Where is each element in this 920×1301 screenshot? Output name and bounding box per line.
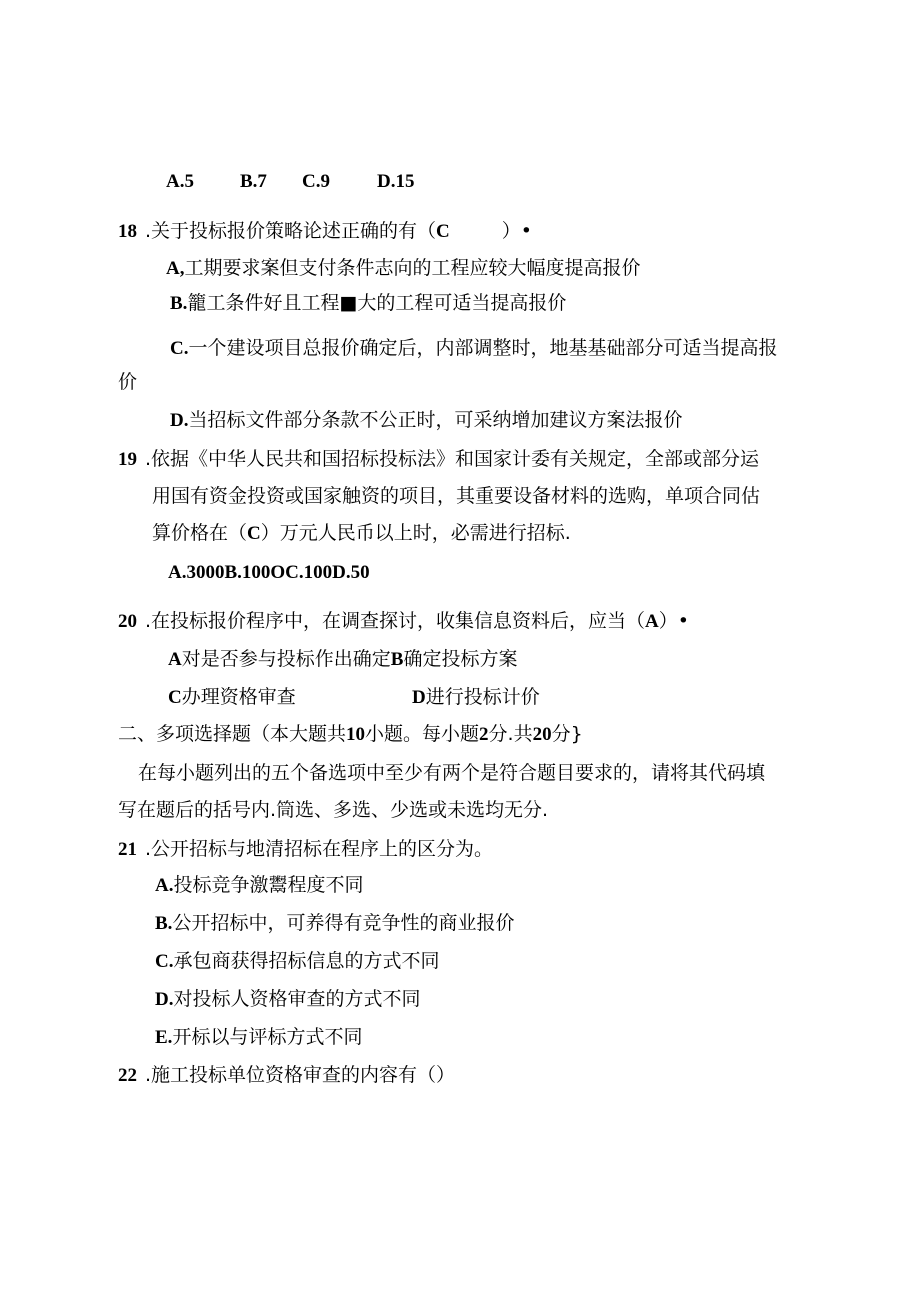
q18-option-d-label: D. <box>170 410 189 431</box>
q20-option-a-label: A <box>168 649 182 670</box>
q18-option-d <box>170 411 683 430</box>
q18-option-c <box>170 339 778 358</box>
q20-option-c-text: 办理资格审查 <box>181 686 296 708</box>
q22-stem-text: .施工投标单位资格审查的内容有（） <box>145 1064 456 1086</box>
q21-option-e <box>155 1028 362 1047</box>
q20-stem-b: ）• <box>658 610 689 632</box>
q20-answer: A <box>645 611 659 632</box>
q20-stem <box>118 612 689 631</box>
q20-option-a-text: 对是否参与投标作出确定 <box>181 648 391 670</box>
q19-line1 <box>118 450 759 469</box>
q18-option-a <box>166 259 641 278</box>
q20-option-c <box>168 688 296 707</box>
q19-line3-c: ）万元人民币以上时，必需进行招标. <box>260 522 571 544</box>
q20-number: 20 <box>118 611 137 632</box>
q19-line3-a: 算价格在（ <box>152 522 248 544</box>
q21-option-e-label: E. <box>155 1027 173 1048</box>
section2-instruction-1: 在每小题列出的五个备选项中至少有两个是符合题目要求的，请将其代码填 <box>138 762 766 784</box>
section2-title-d: 2 <box>479 724 489 745</box>
q19-line2: 用国有资金投资或国家触资的项目，其重要设备材料的选购，单项合同估 <box>152 485 761 507</box>
q21-option-b-label: B. <box>155 913 173 934</box>
q18-option-b <box>170 294 566 313</box>
q19-line1-text: .依据《中华人民共和国招标投标法》和国家计委有关规定，全部或部分运 <box>145 448 760 470</box>
q18-answer: C <box>436 221 450 242</box>
q20-option-d-label: D <box>412 687 426 708</box>
q17-options <box>166 172 414 191</box>
q18-number: 18 <box>118 221 137 242</box>
q17-option-c: C.9 <box>302 171 330 192</box>
q21-option-c <box>155 952 440 971</box>
q20-option-b-text: 确定投标方案 <box>403 648 518 670</box>
q17-option-a: A.5 <box>166 171 194 192</box>
q20-option-d-text: 进行投标计价 <box>425 686 540 708</box>
section2-title-a: 二、多项选择题（本大题共 <box>118 723 347 745</box>
section2-title-b: 10 <box>346 724 366 745</box>
q21-option-c-text: 承包商获得招标信息的方式不同 <box>173 950 440 972</box>
section2-title-g: 分} <box>551 723 583 745</box>
q21-number: 21 <box>118 839 137 860</box>
q21-option-a-text: 投标竞争激鬻程度不同 <box>173 874 364 896</box>
q18-option-b-label: B. <box>170 293 188 314</box>
section2-title-f: 20 <box>532 724 552 745</box>
q20-option-c-label: C <box>168 687 182 708</box>
q17-option-d: D.15 <box>377 171 415 192</box>
q20-stem-a: .在投标报价程序中，在调查探讨，收集信息资料后，应当（ <box>145 610 646 632</box>
q19-line3 <box>152 524 571 543</box>
q18-stem <box>118 222 532 241</box>
q20-option-d <box>412 688 540 707</box>
q18-option-d-text: 当招标文件部分条款不公正时，可采纳增加建议方案法报价 <box>188 409 683 431</box>
q18-stem-text: .关于投标报价策略论述正确的有（ <box>145 220 437 242</box>
q21-option-e-text: 开标以与评标方式不同 <box>172 1026 363 1048</box>
q21-option-d <box>155 990 421 1009</box>
q21-option-c-label: C. <box>155 951 174 972</box>
q21-option-d-text: 对投标人资格审查的方式不同 <box>173 988 421 1010</box>
q21-option-a-label: A. <box>155 875 174 896</box>
q21-option-b <box>155 914 514 933</box>
q21-stem-text: .公开招标与地清招标在程序上的区分为。 <box>145 838 494 860</box>
q21-stem <box>118 840 493 859</box>
q21-option-a <box>155 876 364 895</box>
q18-stem-end: ）• <box>501 220 532 242</box>
q18-option-a-label: A, <box>166 258 185 279</box>
q19-options: A.3000B.100OC.100D.50 <box>168 562 370 583</box>
q19-number: 19 <box>118 449 137 470</box>
section2-title-c: 小题。每小题 <box>365 723 480 745</box>
q18-option-c-label: C. <box>170 338 189 359</box>
q18-option-c-cont: 价 <box>118 371 138 393</box>
q22-number: 22 <box>118 1065 137 1086</box>
section2-title-e: 分.共 <box>488 723 533 745</box>
q19-answer: C <box>247 523 261 544</box>
q20-options-ab <box>168 650 517 669</box>
section2-title <box>118 725 583 744</box>
q17-option-b: B.7 <box>240 171 267 192</box>
q20-option-b-label: B <box>390 649 404 670</box>
q21-option-d-label: D. <box>155 989 174 1010</box>
q21-option-b-text: 公开招标中，可养得有竞争性的商业报价 <box>172 912 515 934</box>
q22-stem <box>118 1066 455 1085</box>
q18-option-a-text: 工期要求案但支付条件志向的工程应较大幅度提高报价 <box>184 257 641 279</box>
q18-option-b-text: 籠工条件好且工程■大的工程可适当提高报价 <box>187 292 567 314</box>
q18-option-c-text: 一个建设项目总报价确定后，内部调整时，地基基础部分可适当提高报 <box>188 337 778 359</box>
section2-instruction-2: 写在题后的括号内.筒选、多选、少选或未选均无分. <box>118 799 549 821</box>
